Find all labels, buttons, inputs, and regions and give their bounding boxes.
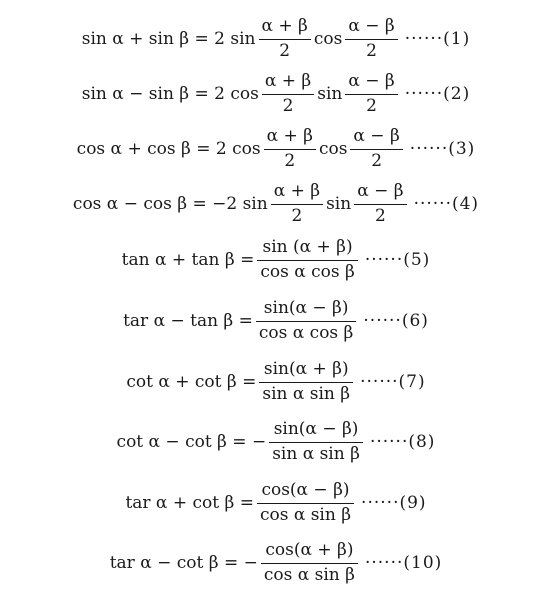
equation-text: cos α − cos β = −2 sin bbox=[72, 194, 268, 214]
equation-number: ······(1) bbox=[404, 29, 471, 49]
equation-number: ······(6) bbox=[363, 311, 429, 331]
fraction bbox=[261, 541, 358, 585]
fraction bbox=[259, 17, 311, 61]
fraction bbox=[350, 127, 402, 171]
fraction-numerator: sin (α + β) bbox=[262, 236, 353, 257]
equation-text: sin bbox=[326, 194, 352, 214]
fraction-numerator: α + β bbox=[264, 70, 312, 91]
fraction bbox=[262, 72, 314, 116]
fraction-denominator: 2 bbox=[279, 40, 291, 61]
equation-number: ······(9) bbox=[361, 493, 427, 513]
equation-text: sin bbox=[317, 84, 343, 104]
fraction-numerator: sin(α − β) bbox=[273, 418, 359, 439]
equation-number: ······(2) bbox=[404, 84, 471, 104]
fraction-denominator: 2 bbox=[284, 150, 296, 171]
fraction-numerator: α − β bbox=[357, 180, 404, 201]
equation-text: sin α + sin β = 2 sin bbox=[81, 29, 256, 49]
fraction-denominator: 2 bbox=[371, 150, 383, 171]
fraction bbox=[271, 182, 323, 226]
fraction bbox=[345, 72, 397, 116]
fraction-denominator: 2 bbox=[282, 95, 294, 116]
fraction bbox=[354, 182, 406, 226]
equation-8 bbox=[0, 412, 552, 472]
equation-10 bbox=[0, 533, 552, 593]
fraction-denominator: sin α sin β bbox=[262, 383, 351, 404]
equation-number: ······(3) bbox=[409, 139, 476, 159]
fraction-numerator: α − β bbox=[348, 15, 395, 36]
fraction-numerator: α + β bbox=[261, 15, 308, 36]
fraction-numerator: α + β bbox=[266, 125, 313, 146]
equation-text: sin α − sin β = 2 cos bbox=[81, 84, 259, 104]
fraction-numerator: sin(α + β) bbox=[263, 358, 349, 379]
fraction-numerator: cos(α + β) bbox=[265, 539, 354, 560]
fraction bbox=[345, 17, 397, 61]
fraction-denominator: cos α sin β bbox=[259, 504, 352, 525]
equation-4 bbox=[0, 174, 552, 234]
fraction bbox=[257, 481, 354, 525]
equation-number: ······(7) bbox=[360, 372, 426, 392]
equation-text: cos bbox=[318, 139, 348, 159]
fraction bbox=[264, 127, 316, 171]
fraction-denominator: sin α sin β bbox=[272, 443, 360, 464]
equation-text: cot α − cot β = − bbox=[116, 432, 267, 452]
equation-7 bbox=[0, 352, 552, 412]
equation-2 bbox=[0, 64, 552, 124]
equation-number: ······(10) bbox=[364, 553, 443, 573]
equation-text: tar α − cot β = − bbox=[109, 553, 258, 573]
fraction bbox=[256, 299, 356, 343]
fraction-numerator: cos(α − β) bbox=[261, 479, 350, 500]
equation-text: cos bbox=[313, 29, 343, 49]
fraction bbox=[269, 420, 363, 464]
equation-3 bbox=[0, 119, 552, 179]
fraction-numerator: α − β bbox=[348, 70, 395, 91]
fraction-denominator: 2 bbox=[366, 95, 377, 116]
equation-text: cot α + cot β = bbox=[126, 372, 257, 392]
equation-text: tar α − tan β = bbox=[123, 311, 253, 331]
fraction-denominator: 2 bbox=[374, 205, 386, 226]
fraction bbox=[259, 360, 353, 404]
equation-text: tar α + cot β = bbox=[125, 493, 254, 513]
equation-9 bbox=[0, 473, 552, 533]
equation-number: ······(5) bbox=[364, 250, 431, 270]
fraction-numerator: α − β bbox=[353, 125, 400, 146]
equation-1 bbox=[0, 9, 552, 69]
equation-6 bbox=[0, 291, 552, 351]
equation-text: cos α + cos β = 2 cos bbox=[76, 139, 261, 159]
equation-number: ······(4) bbox=[413, 194, 480, 214]
equation-5 bbox=[0, 230, 552, 290]
fraction-denominator: 2 bbox=[291, 205, 303, 226]
equation-number: ······(8) bbox=[369, 432, 436, 452]
fraction-denominator: cos α cos β bbox=[258, 322, 354, 343]
fraction-denominator: cos α cos β bbox=[260, 261, 355, 282]
fraction-denominator: 2 bbox=[366, 40, 377, 61]
fraction-denominator: cos α sin β bbox=[263, 564, 355, 585]
fraction-numerator: α + β bbox=[273, 180, 321, 201]
equation-text: tan α + tan β = bbox=[121, 250, 255, 270]
fraction-numerator: sin(α − β) bbox=[263, 297, 349, 318]
fraction bbox=[257, 238, 357, 282]
